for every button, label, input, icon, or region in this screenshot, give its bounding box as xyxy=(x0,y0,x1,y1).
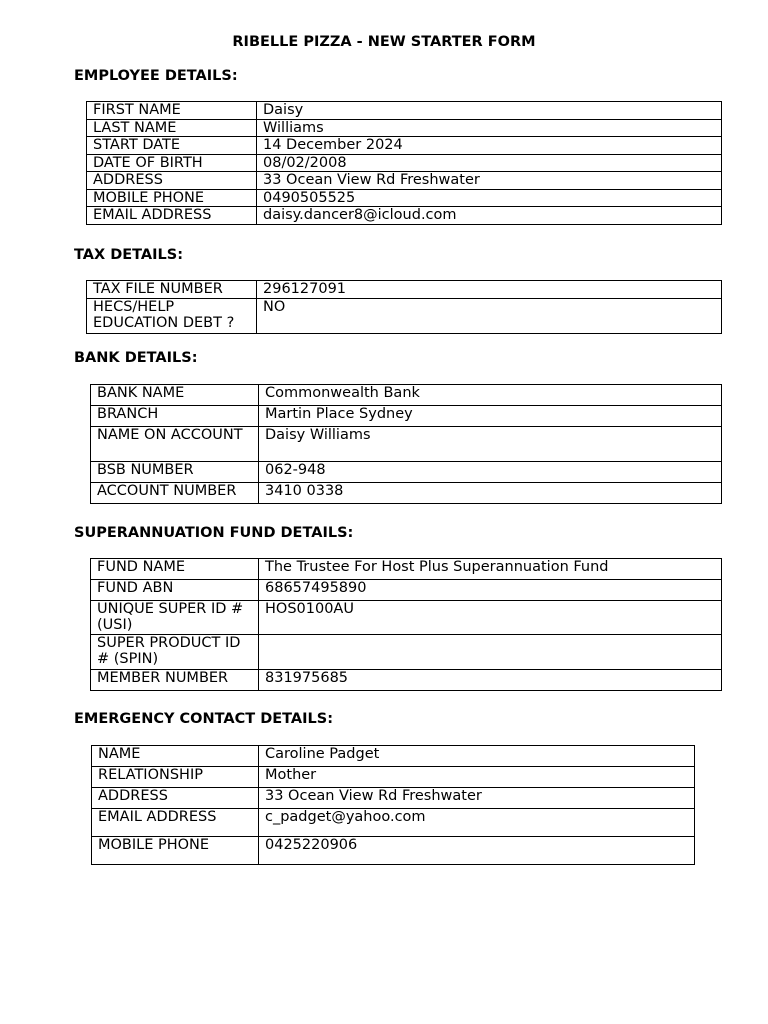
field-label: RELATIONSHIP xyxy=(92,767,259,788)
table-row xyxy=(91,427,722,462)
bank-details-table xyxy=(90,384,722,504)
field-value: 3410 0338 xyxy=(259,483,722,504)
table-row xyxy=(91,580,722,601)
table-row xyxy=(91,385,722,406)
field-label: FUND NAME xyxy=(91,559,259,580)
field-label: NAME xyxy=(92,746,259,767)
field-label: MOBILE PHONE xyxy=(87,190,257,207)
table-row xyxy=(92,837,695,865)
table-row xyxy=(87,172,722,190)
field-label: BSB NUMBER xyxy=(91,462,259,483)
table-row xyxy=(87,281,722,299)
table-row xyxy=(91,483,722,504)
emergency-contact-table xyxy=(91,745,695,865)
table-row xyxy=(92,746,695,767)
field-value: Martin Place Sydney xyxy=(259,406,722,427)
field-label: EMAIL ADDRESS xyxy=(92,809,259,837)
field-label: HECS/HELP EDUCATION DEBT ? xyxy=(87,299,257,334)
field-value: Daisy Williams xyxy=(259,427,722,462)
table-row xyxy=(91,406,722,427)
field-value xyxy=(259,635,722,670)
super-details-heading: SUPERANNUATION FUND DETAILS: xyxy=(74,525,354,541)
emergency-contact-heading: EMERGENCY CONTACT DETAILS: xyxy=(74,711,334,727)
table-row xyxy=(92,809,695,837)
table-row xyxy=(87,207,722,225)
field-value: 33 Ocean View Rd Freshwater xyxy=(257,172,722,190)
field-label: ADDRESS xyxy=(92,788,259,809)
field-value: daisy.dancer8@icloud.com xyxy=(257,207,722,225)
field-label: FIRST NAME xyxy=(87,102,257,120)
field-label: BANK NAME xyxy=(91,385,259,406)
field-label: UNIQUE SUPER ID # (USI) xyxy=(91,601,259,635)
field-value: NO xyxy=(257,299,722,334)
field-label: FUND ABN xyxy=(91,580,259,601)
field-label: ACCOUNT NUMBER xyxy=(91,483,259,504)
employee-details-heading: EMPLOYEE DETAILS: xyxy=(74,68,238,84)
field-value: c_padget@yahoo.com xyxy=(259,809,695,837)
field-value: Williams xyxy=(257,120,722,137)
table-row xyxy=(91,670,722,691)
table-row xyxy=(91,601,722,635)
field-label: BRANCH xyxy=(91,406,259,427)
table-row xyxy=(91,635,722,670)
table-row xyxy=(87,190,722,207)
table-row xyxy=(87,299,722,334)
table-row xyxy=(87,102,722,120)
field-value: Daisy xyxy=(257,102,722,120)
table-row xyxy=(87,137,722,155)
field-value: The Trustee For Host Plus Superannuation Fund xyxy=(259,559,722,580)
tax-details-table xyxy=(86,280,722,334)
field-value: 14 December 2024 xyxy=(257,137,722,155)
field-label: TAX FILE NUMBER xyxy=(87,281,257,299)
tax-details-heading: TAX DETAILS: xyxy=(74,247,184,263)
table-row xyxy=(87,120,722,137)
field-label: ADDRESS xyxy=(87,172,257,190)
field-value: Caroline Padget xyxy=(259,746,695,767)
field-value: 296127091 xyxy=(257,281,722,299)
super-details-table xyxy=(90,558,722,691)
field-label: MEMBER NUMBER xyxy=(91,670,259,691)
field-value: 0425220906 xyxy=(259,837,695,865)
field-label: START DATE xyxy=(87,137,257,155)
field-value: HOS0100AU xyxy=(259,601,722,635)
field-value: 68657495890 xyxy=(259,580,722,601)
field-value: 0490505525 xyxy=(257,190,722,207)
table-row xyxy=(91,559,722,580)
bank-details-heading: BANK DETAILS: xyxy=(74,350,198,366)
table-row xyxy=(87,155,722,172)
field-value: 33 Ocean View Rd Freshwater xyxy=(259,788,695,809)
employee-details-table xyxy=(86,101,722,225)
field-label: DATE OF BIRTH xyxy=(87,155,257,172)
field-value: Mother xyxy=(259,767,695,788)
field-label: NAME ON ACCOUNT xyxy=(91,427,259,462)
form-title: RIBELLE PIZZA - NEW STARTER FORM xyxy=(232,34,536,50)
field-label: LAST NAME xyxy=(87,120,257,137)
field-label: MOBILE PHONE xyxy=(92,837,259,865)
field-label: EMAIL ADDRESS xyxy=(87,207,257,225)
field-label: SUPER PRODUCT ID # (SPIN) xyxy=(91,635,259,670)
table-row xyxy=(92,767,695,788)
field-value: Commonwealth Bank xyxy=(259,385,722,406)
field-value: 062-948 xyxy=(259,462,722,483)
field-value: 831975685 xyxy=(259,670,722,691)
field-value: 08/02/2008 xyxy=(257,155,722,172)
table-row xyxy=(91,462,722,483)
table-row xyxy=(92,788,695,809)
